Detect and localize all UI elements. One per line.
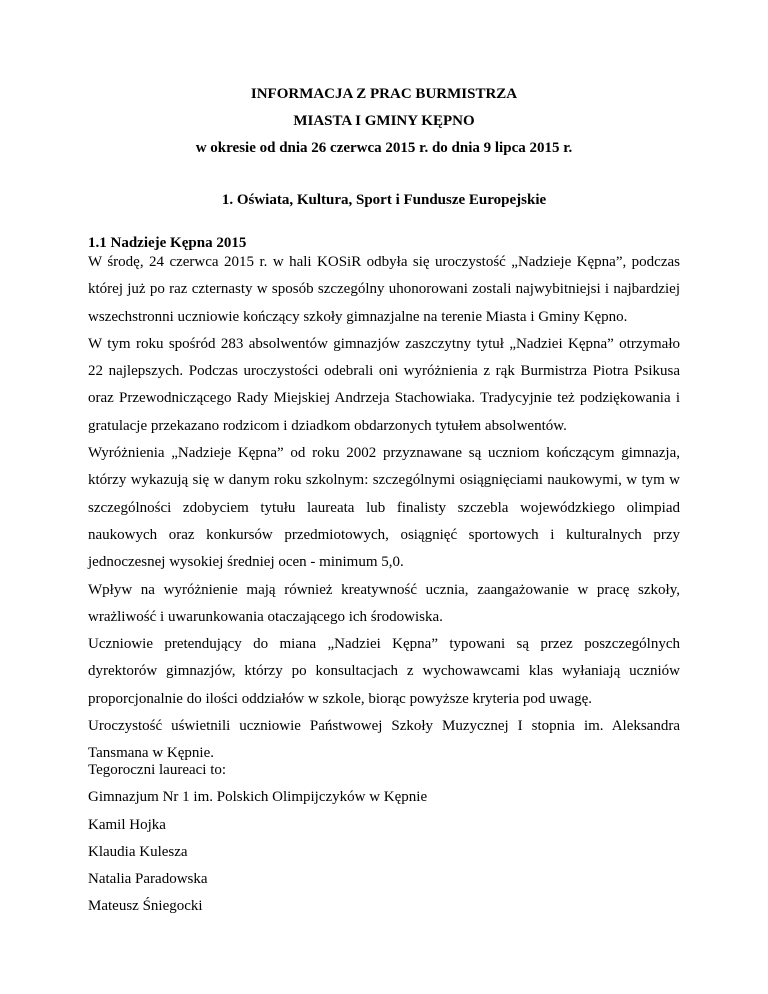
- paragraph: Wpływ na wyróżnienie mają również kreatywność ucznia, zaangażowanie w pracę szkoły, wrażliwość i uwarunkowania otaczającego ich środowiska.: [88, 581, 680, 625]
- section-title: 1. Oświata, Kultura, Sport i Fundusze Europejskie: [221, 192, 547, 208]
- subsection-title: 1.1 Nadzieje Kępna 2015: [88, 235, 247, 251]
- list-item: Klaudia Kulesza: [88, 843, 188, 860]
- laureates-school: Gimnazjum Nr 1 im. Polskich Olimpijczyków w Kępnie: [88, 789, 428, 806]
- paragraph: W tym roku spośród 283 absolwentów gimnazjów zaszczytny tytuł „Nadziei Kępna” otrzymało 22 najlepszych. Podczas uroczystości odebrali oni wyróżnienia z rąk Burmistrza Piotra Psikusa oraz Przewodniczącego Rady Miejskiej Andrzeja Stachowiaka. Tradycyjnie też podziękowania i gratulacje przekazano rodzicom i dziadkom obdarzonych tytułem absolwentów.: [88, 335, 680, 434]
- list-item: Natalia Paradowska: [88, 871, 208, 888]
- paragraph: W środę, 24 czerwca 2015 r. w hali KOSiR odbyła się uroczystość „Nadzieje Kępna”, podczas której już po raz czternasty w sposób szczególny uhonorowani zostali najwybitniejsi i najbardziej wszechstronni uczniowie kończący szkoły gimnazjalne na terenie Miasta i Gminy Kępno.: [88, 254, 680, 325]
- document-title-line-1: INFORMACJA Z PRAC BURMISTRZA: [250, 86, 518, 102]
- laureates-intro: Tegoroczni laureaci to:: [88, 762, 227, 778]
- paragraph: Uczniowie pretendujący do miana „Nadziei Kępna” typowani są przez poszczególnych dyrektorów gimnazjów, którzy po konsultacjach z wychowawcami klas wyłaniają uczniów proporcjonalnie do ilości oddziałów w szkole, biorąc powyższe kryteria pod uwagę.: [88, 636, 680, 707]
- paragraph: Uroczystość uświetnili uczniowie Państwowej Szkoły Muzycznej I stopnia im. Aleksandra Tansmana w Kępnie.: [88, 718, 680, 762]
- laureates-list: [88, 757, 680, 921]
- list-item: Kamil Hojka: [88, 816, 166, 833]
- paragraph: Wyróżnienia „Nadzieje Kępna” od roku 2002 przyznawane są uczniom kończącym gimnazja, którzy wykazują się w danym roku szkolnym: szczególnymi osiągnięciami naukowymi, w tym w szczególności zdobyciem tytułu laureata lub finalisty szczebla wojewódzkiego olimpiad naukowych oraz konkursów przedmiotowych, osiągnięć sportowych i kulturalnych przy jednoczesnej wysokiej średniej ocen - minimum 5,0.: [88, 445, 680, 571]
- list-item: Mateusz Śniegocki: [88, 898, 203, 915]
- subsection-body: [88, 249, 680, 768]
- document-period: w okresie od dnia 26 czerwca 2015 r. do dnia 9 lipca 2015 r.: [195, 140, 573, 156]
- document-title-line-2: MIASTA I GMINY KĘPNO: [293, 113, 475, 129]
